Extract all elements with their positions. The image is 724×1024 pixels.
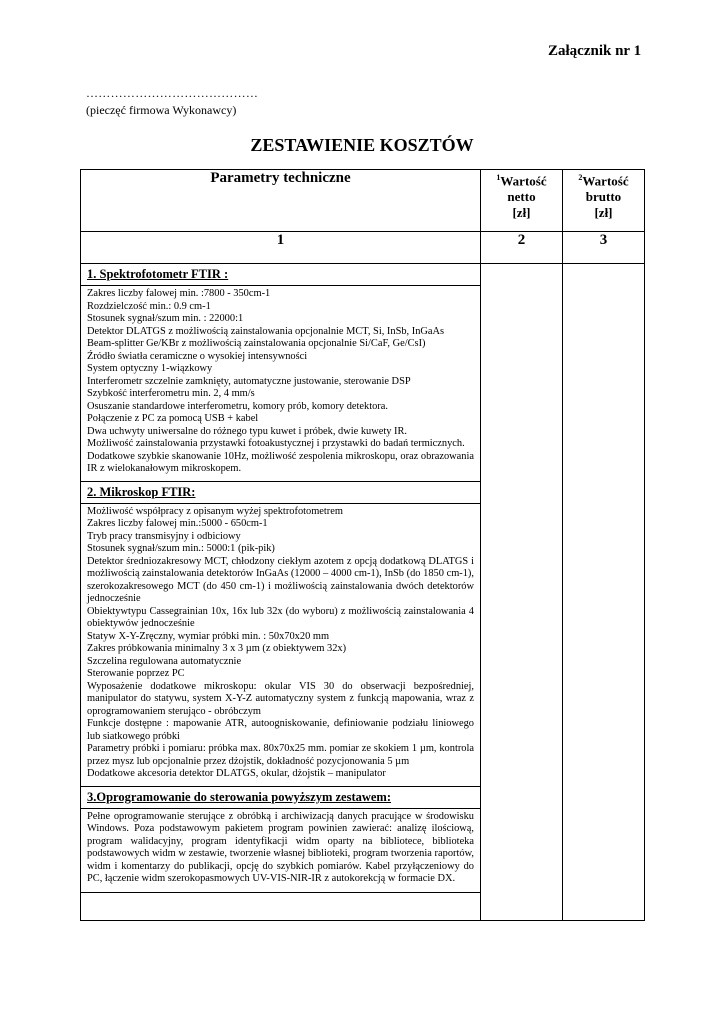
spec-line: Detektor DLATGS z możliwością zainstalowania opcjonalnie MCT, Si, InSb, InGaAs [87,325,445,337]
column-number-row [81,232,645,264]
section-body [81,503,480,781]
header-net-value [481,170,563,232]
cost-table [80,169,645,921]
section-title: 3.Oprogramowanie do sterowania powyższym zestawem: [87,789,392,804]
header-gross-sub: brutto [585,189,622,205]
spec-line: Źródło światła ceramiczne o wysokiej intensywności [87,350,308,362]
footnote-1: 1 [496,173,501,182]
section-title: 2. Mikroskop FTIR: [87,484,196,499]
spec-line: Detektor średniozakresowy MCT, chłodzony ciekłym azotem z opcją dodatkową DLATGS i możliwością zainstalowania detektorów InGaAs (12000 – 4000 cm-1), InSb (do 1850 cm-1), szerokozakresowego MCT (do 450 cm-1) i możliwością zainstalowania dwóch detektorów jednocześnie [87,555,474,604]
document-title: ZESTAWIENIE KOSZTÓW [250,135,474,155]
spec-line: Dwa uchwyty uniwersalne do różnego typu kuwet i próbek, dwie kuwety IR. [87,425,408,437]
spec-line: Zakres próbkowania minimalny 3 x 3 µm (z obiektywem 32x) [87,643,347,654]
table-header-row [81,170,645,232]
header-net-sub: netto [507,189,536,205]
stamp-caption: (pieczęć firmowa Wykonawcy) [86,103,237,117]
spec-line: Zakres liczby falowej min. :7800 - 350cm-1 [87,288,271,299]
header-technical-parameters: Parametry techniczne [81,170,481,232]
spec-line: Zakres liczby falowej min.:5000 - 650cm-1 [87,518,268,529]
section-title: 1. Spektrofotometr FTIR : [87,267,229,281]
column-number-1: 1 [81,232,481,264]
footnote-2: 2 [578,173,583,182]
header-gross-value [563,170,645,232]
spec-line: Dodatkowe akcesoria detektor DLATGS, okular, dżojstik – manipulator [87,768,386,779]
spec-line: Szybkość interferometru min. 2, 4 mm/s [87,388,255,399]
spec-line: Funkcje dostępne : mapowanie ATR, autoogniskowanie, definiowanie podziału liniowego lub siatkowego próbki [87,718,474,742]
spec-line: Możliwość zainstalowania przystawki fotoakustycznej i przystawki do badań termicznych. [87,438,465,449]
spec-line: Pełne oprogramowanie sterujące z obróbką i archiwizacją danych pracujące w środowisku Windows. Poza podstawowym pakietem program powinien zawierać: analizę ilościową, program walidacyjny, program identyfikacji widm oparty na bibliotece, biblioteka podstawowych widm w zestawie, tworzenie własnej biblioteki, program tworzenia raportów, widm i komentarzy do publikacji, opcję do szybkich pomiarów. Kabel przyłączeniowy do PC, łączenie widm szerokopasmowych UV-VIS-NIR-IR z autokorekcją w formacie DX. [87,810,474,884]
spec-line: Interferometr szczelnie zamknięty, automatyczne justowanie, sterowanie DSP [87,375,411,387]
spec-line: Stosunek sygnał/szum min. : 22000:1 [87,313,244,324]
spec-line: Wyposażenie dodatkowe mikroskopu: okular VIS 30 do obserwacji bezpośredniej, manipulator do statywu, system X-Y-Z automatyczny system z funkcją mapowania, wraz z oprogramowaniem sterująco - obróbczym [87,680,474,717]
section-body [81,808,480,886]
spec-line: Parametry próbki i pomiaru: próbka max. 80x70x25 mm. pomiar ze skokiem 1 µm, kontrola przez mysz lub opcjonalnie przez dżojstik, dokładność pozycjonowania 5 µm [87,743,474,767]
section-microscope [81,481,480,786]
spec-line: Beam-splitter Ge/KBr z możliwością zainstalowania opcjonalnie Si/CaF, Ge/CsI) [87,338,426,349]
spec-line: Obiektywtypu Cassegrainian 10x, 16x lub 32x (do wyboru) z możliwością zainstalowania 4 obiektywów jednocześnie [87,605,474,629]
spec-line: Sterowanie poprzez PC [87,668,185,679]
header-gross-label: Wartość [582,173,629,189]
content-row [81,264,645,921]
section-spectrophotometer [81,264,480,481]
header-net-unit: [zł] [512,205,531,221]
section-software [81,786,480,898]
specification-cell [81,264,481,921]
spec-line: System optyczny 1-wiązkowy [87,363,213,374]
spec-line: Osuszanie standardowe interferometru, komory prób, komory detektora. [87,400,388,412]
header-net-label: Wartość [500,173,547,189]
stamp-dotted-line: …………………………………… [86,86,259,100]
gross-value-cell[interactable] [563,264,645,921]
spec-line: Tryb pracy transmisyjny i odbiciowy [87,530,241,542]
spec-line: Statyw X-Y-Zręczny, wymiar próbki min. : 50x70x20 mm [87,630,330,642]
spec-line: Możliwość współpracy z opisanym wyżej spektrofotometrem [87,505,343,517]
section-bottom-rule [81,892,480,893]
header-gross-unit: [zł] [594,205,613,221]
spec-line: Stosunek sygnał/szum min.: 5000:1 (pik-pik) [87,543,275,554]
section-body [81,285,480,476]
annex-label: Załącznik nr 1 [548,43,642,59]
spec-line: Połączenie z PC za pomocą USB + kabel [87,413,259,424]
column-number-3: 3 [563,232,645,264]
net-value-cell[interactable] [481,264,563,921]
spec-line: Szczelina regulowana automatycznie [87,655,242,667]
spec-line: Dodatkowe szybkie skanowanie 10Hz, możliwość zespolenia mikroskopu, oraz obrazowania IR z wielokanałowym mikroskopem. [87,450,474,474]
spec-line: Rozdzielczość min.: 0.9 cm-1 [87,300,211,312]
column-number-2: 2 [481,232,563,264]
